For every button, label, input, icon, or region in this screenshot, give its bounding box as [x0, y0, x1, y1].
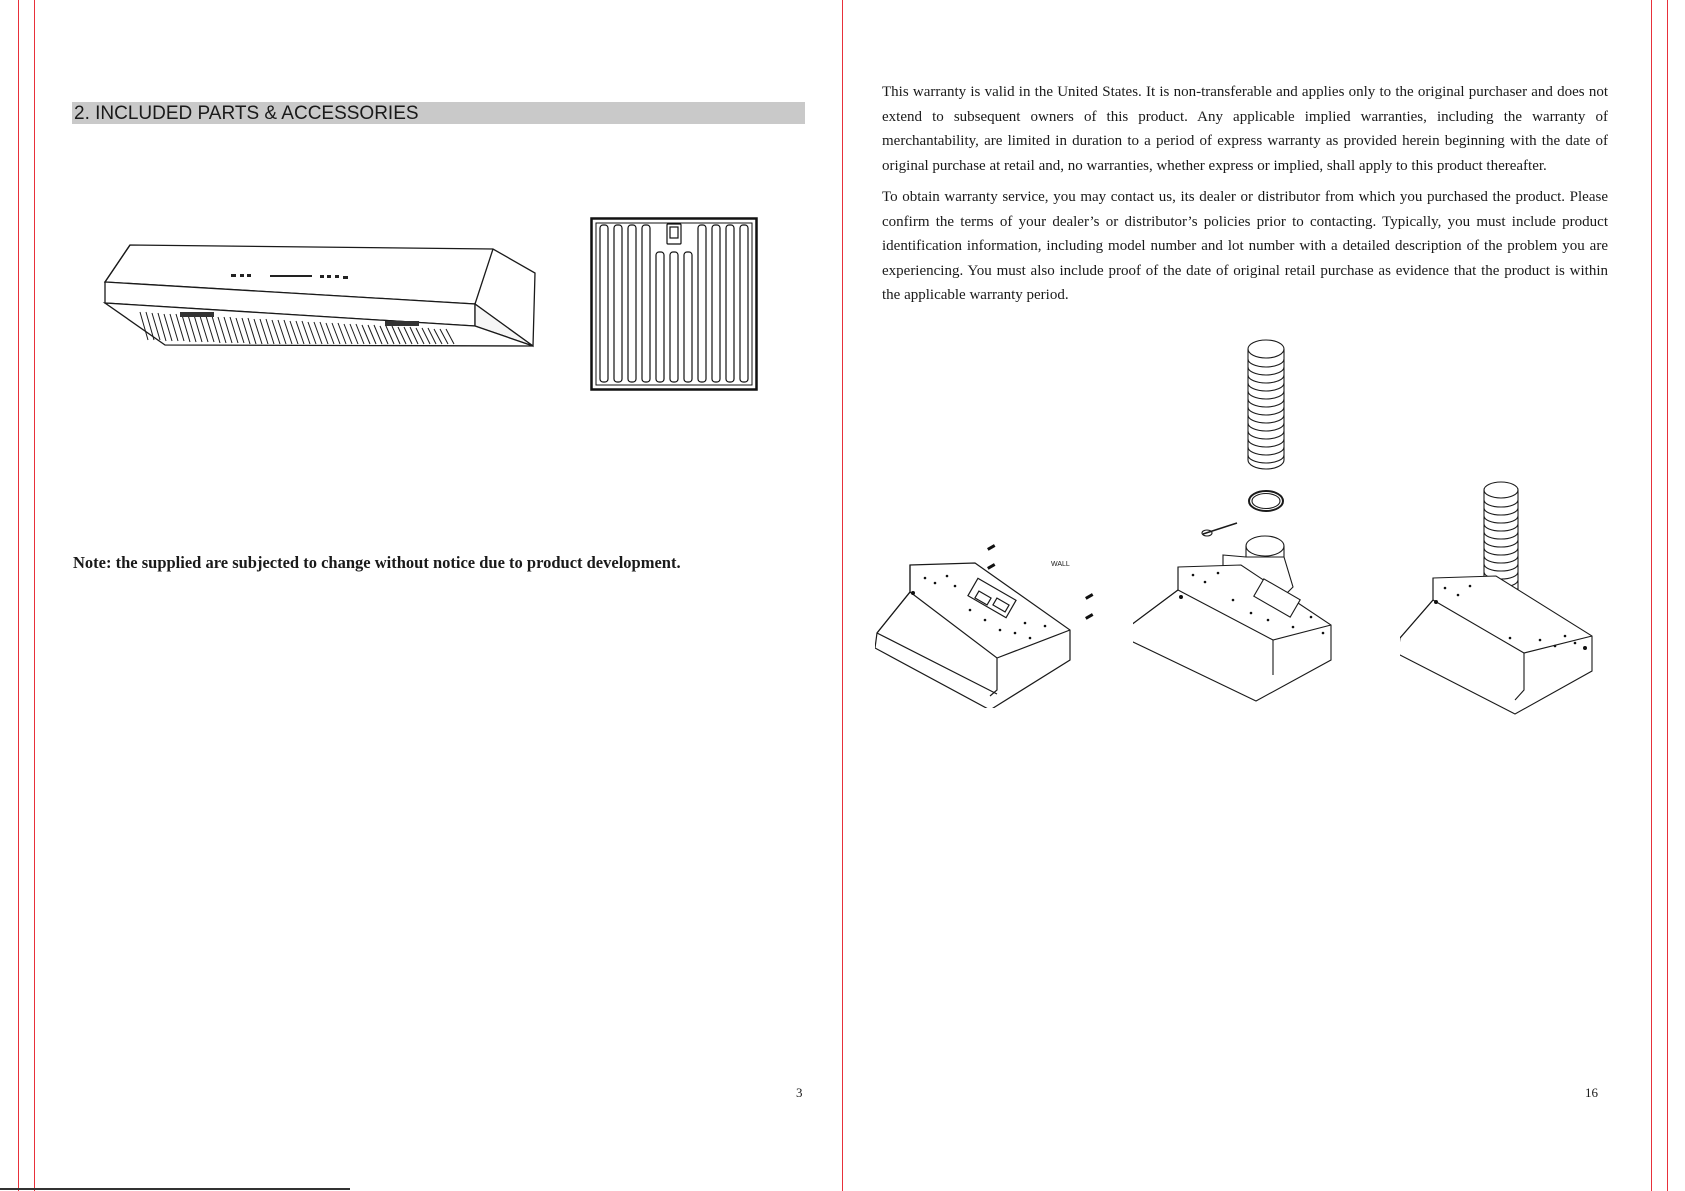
section-title: 2. INCLUDED PARTS & ACCESSORIES [74, 103, 419, 124]
installation-step-1-illustration [875, 538, 1105, 708]
margin-line [18, 0, 19, 1191]
page-number: 16 [1585, 1085, 1598, 1100]
warranty-paragraph: This warranty is valid in the United States. It is non-transferable and applies only to the original purchaser and does not extend to subsequent owners of this product. Any applicable implied warranties, including the warranty of merchantability, are limited in duration to a period of express warranty as provided herein beginning with the date of original purchase at retail and, no warranties, whether express or implied, shall apply to this product thereafter. [882, 84, 1608, 174]
installation-step-2-illustration [1133, 335, 1353, 715]
installation-step-3-illustration [1400, 478, 1605, 718]
page-number: 3 [796, 1085, 803, 1100]
margin-line [34, 0, 35, 1191]
center-fold-line [842, 0, 843, 1191]
warranty-service-paragraph: To obtain warranty service, you may contact us, its dealer or distributor from which you purchased the product. Please confirm the terms of your dealer’s or distributor’s policies prior to contacting. Typically, you must include product identification information, including model number and lot number with a detailed description of the problem you are experiencing. You must also include proof of the date of original retail purchase as evidence that the product is within the applicable warranty period. [882, 189, 1608, 303]
margin-line [1667, 0, 1668, 1191]
baffle-filter-illustration [590, 217, 758, 391]
footer-rule [0, 1188, 350, 1190]
note-text: Note: the supplied are subjected to change without notice due to product development. [73, 553, 681, 572]
wall-label: WALL [1051, 561, 1070, 568]
section-header [72, 102, 805, 124]
range-hood-illustration [100, 240, 540, 352]
margin-line [1651, 0, 1652, 1191]
